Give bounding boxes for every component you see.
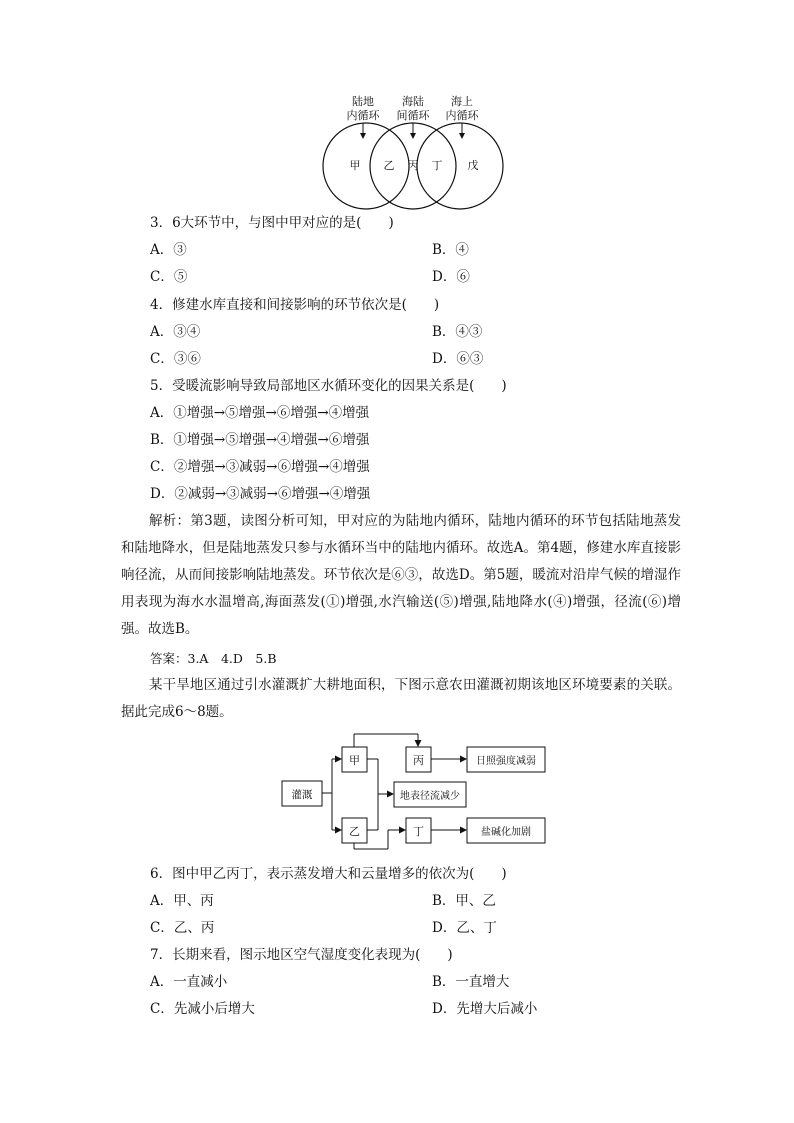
q3-option-d: D．⑥ bbox=[432, 269, 470, 285]
q4-option-d: D．⑥③ bbox=[432, 351, 484, 367]
venn-region-yi: 乙 bbox=[383, 159, 395, 172]
venn-region-jia: 甲 bbox=[349, 159, 361, 172]
flow-box-salinization: 盐碱化加剧 bbox=[481, 827, 531, 838]
q7-option-a: A．一直减小 bbox=[150, 974, 228, 990]
q6-option-c: C．乙、丙 bbox=[150, 920, 215, 936]
venn-label-sea: 海上 内循环 bbox=[445, 95, 479, 122]
q5-option-d: D．②减弱→③减弱→⑥增强→④增强 bbox=[150, 486, 371, 502]
q5-option-a: A．①增强→⑤增强→⑥增强→④增强 bbox=[150, 405, 370, 421]
analysis-text: 解析：第3题，读图分析可知，甲对应的为陆地内循环，陆地内循环的环节包括陆地蒸发和陆地降水，但是陆地蒸发只参与水循环当中的陆地内循环。故选A。第4题，修建水库直接影响径流，从而间接影响陆地蒸发。环节依次是⑥③，故选D。第5题，暖流对沿岸气候的增湿作用表现为海水水温增高,海面蒸发(①)增强,水汽输送(⑤)增强,陆地降水(④)增强，径流(⑥)增强。故选B。 bbox=[121, 513, 681, 637]
flow-box-sunlight: 日照强度减弱 bbox=[476, 756, 536, 767]
q6-option-b: B．甲、乙 bbox=[432, 893, 496, 909]
flow-box-ding: 丁 bbox=[413, 825, 424, 838]
q7-option-d: D．先增大后减小 bbox=[432, 1001, 538, 1017]
flow-box-bing: 丙 bbox=[413, 754, 424, 767]
q7-option-c: C．先减小后增大 bbox=[150, 1001, 255, 1017]
q3-option-c: C．⑤ bbox=[150, 269, 188, 285]
flow-box-irrigation: 灌溉 bbox=[291, 789, 313, 801]
q3-option-a: A．③ bbox=[150, 242, 187, 258]
q4-option-c: C．③⑥ bbox=[150, 351, 201, 367]
intro-text: 某干旱地区通过引水灌溉扩大耕地面积，下图示意农田灌溉初期该地区环境要素的关联。据此完成6～8题。 bbox=[121, 677, 681, 720]
q4-stem: 4．修建水库直接和间接影响的环节依次是( ) bbox=[150, 297, 440, 313]
q7-stem: 7．长期来看，图示地区空气湿度变化表现为( ) bbox=[150, 947, 453, 963]
venn-region-bing: 丙 bbox=[407, 159, 419, 172]
q3-option-b: B．④ bbox=[432, 242, 469, 258]
q7-option-b: B．一直增大 bbox=[432, 974, 510, 990]
flow-box-runoff: 地表径流减少 bbox=[400, 791, 460, 802]
flow-box-jia: 甲 bbox=[349, 754, 360, 767]
q5-stem: 5．受暖流影响导致局部地区水循环变化的因果关系是( ) bbox=[150, 378, 507, 394]
q6-stem: 6．图中甲乙丙丁，表示蒸发增大和云量增多的依次为( ) bbox=[150, 866, 507, 882]
q5-option-b: B．①增强→⑤增强→④增强→⑥增强 bbox=[150, 432, 370, 448]
q5-option-c: C．②增强→③减弱→⑥增强→④增强 bbox=[150, 459, 370, 475]
answer-line: 答案：3.A 4.D 5.B bbox=[150, 651, 277, 666]
venn-label-sea-land: 海陆 间循环 bbox=[396, 95, 430, 122]
venn-region-wu: 戊 bbox=[467, 159, 479, 172]
q6-option-a: A．甲、丙 bbox=[150, 893, 214, 909]
intro-paragraph bbox=[121, 672, 681, 726]
q4-option-a: A．③④ bbox=[150, 324, 201, 340]
flow-box-yi: 乙 bbox=[349, 825, 360, 838]
analysis-paragraph bbox=[121, 508, 681, 643]
q4-option-b: B．④③ bbox=[432, 324, 483, 340]
venn-label-land: 陆地 内循环 bbox=[346, 95, 380, 122]
q3-stem: 3．6大环节中，与图中甲对应的是( ) bbox=[150, 215, 394, 231]
venn-region-ding: 丁 bbox=[431, 159, 443, 172]
q6-option-d: D．乙、丁 bbox=[432, 920, 497, 936]
